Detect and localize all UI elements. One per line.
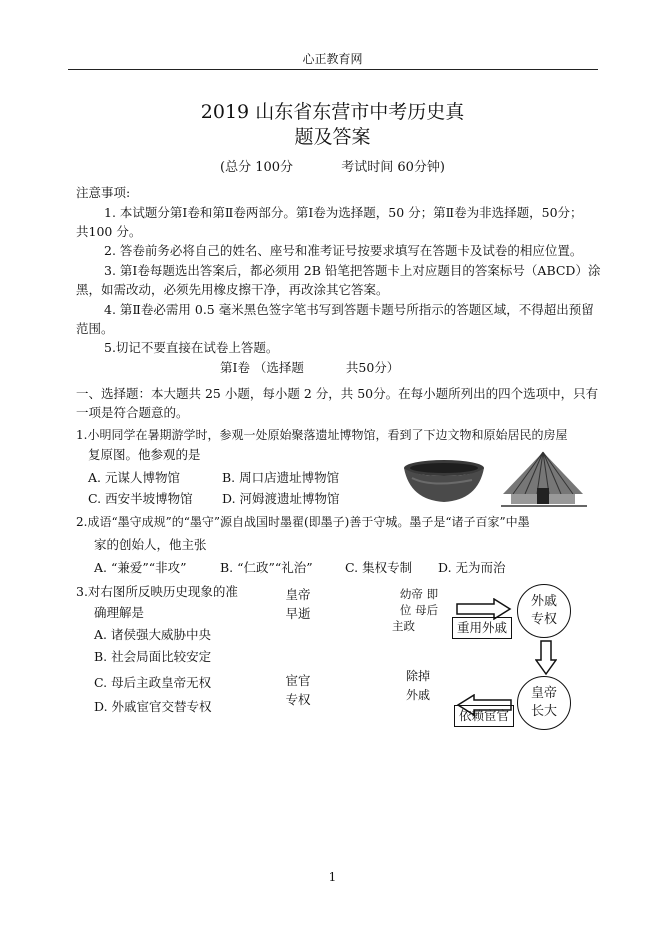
notice-item-5: 5.切记不要直接在试卷上答题。 — [104, 340, 279, 355]
exam-time: 考试时间 60分钟) — [341, 160, 445, 175]
diagram-eunuch-1: 宦官 — [285, 673, 311, 688]
thatched-hut-image — [497, 450, 589, 510]
diagram-relatives-power — [517, 584, 571, 638]
section-intro: 一、选择题：本大题共 25 小题，每小题 2 分，共 50分。在每小题所列出的四个选项中，只有 — [76, 386, 599, 401]
diagram-relatives-1: 外戚 — [530, 594, 557, 609]
header-site: 心正教育网 — [302, 52, 363, 66]
page-title — [0, 100, 665, 150]
q1-option-d[interactable]: D. 河姆渡遗址博物馆 — [222, 491, 340, 506]
q2-stem-cont: 家的创始人，他主张 — [94, 537, 207, 552]
q2-stem: 2.成语“墨守成规”的“墨守”源自战国时墨翟(即墨子)善于守城。墨子是“诸子百家”中墨 — [76, 515, 530, 529]
diagram-emperor-grow — [517, 676, 571, 730]
q2-option-d[interactable]: D. 无为而治 — [438, 560, 506, 575]
notice-item-3-cont: 黑，如需改动，必须先用橡皮擦干净，再改涂其它答案。 — [76, 282, 389, 297]
diagram-emperor-die-2: 早逝 — [285, 606, 311, 621]
diagram-remove-2: 外戚 — [405, 688, 430, 702]
q3-stem-cont: 确理解是 — [94, 605, 145, 620]
page-number: 1 — [328, 870, 337, 884]
header-divider — [68, 69, 598, 70]
notice-item-4: 4. 第Ⅱ卷必需用 0.5 毫米黑色签字笔书写到答题卡题号所指示的答题区域，不得超出预留 — [104, 302, 594, 317]
q1-stem-cont: 复原图。他参观的是 — [88, 447, 201, 462]
q3-stem: 3.对右图所反映历史现象的准 — [76, 584, 238, 599]
diagram-eunuch-2: 专权 — [285, 692, 311, 707]
part1-label — [220, 358, 399, 378]
pottery-bowl-image — [402, 458, 486, 506]
title-line-2: 题及答案 — [294, 126, 371, 148]
q1-stem: 1.小明同学在暑期游学时，参观一处原始聚落遗址博物馆，看到了下边文物和原始居民的房屋 — [76, 428, 568, 442]
q1-option-b[interactable]: B. 周口店遗址博物馆 — [222, 470, 340, 485]
total-score: (总分 100分 — [220, 160, 294, 175]
q3-option-d[interactable]: D. 外戚宦官交替专权 — [94, 699, 212, 714]
diagram-remove-1: 除掉 — [405, 669, 430, 683]
diagram-young-emperor — [392, 586, 446, 634]
diagram-rely-relatives: 重用外戚 — [452, 617, 512, 639]
diagram-young-2: 位 母后 — [399, 603, 439, 617]
notice-item-2: 2. 答卷前务必将自己的姓名、座号和准考证号按要求填写在答题卡及试卷的相应位置。 — [104, 243, 583, 258]
diagram-relatives-2: 专权 — [530, 612, 557, 627]
diagram-emperor-die-1: 皇帝 — [285, 587, 311, 602]
notice-item-1-cont: 共100 分。 — [76, 224, 142, 239]
down-arrow-icon — [535, 640, 557, 676]
q3-option-b[interactable]: B. 社会局面比较安定 — [94, 649, 212, 664]
title-line-1: 2019 山东省东营市中考历史真 — [200, 101, 465, 123]
notice-item-4-cont: 范围。 — [76, 321, 114, 336]
q2-option-b[interactable]: B. “仁政”“礼治” — [220, 560, 313, 575]
notice-heading: 注意事项: — [76, 185, 131, 200]
diagram-emperor-grow-1: 皇帝 — [530, 686, 557, 701]
exam-meta — [0, 156, 665, 175]
diagram-rely-eunuch: 依赖宦官 — [454, 705, 514, 727]
q3-option-c[interactable]: C. 母后主政皇帝无权 — [94, 675, 212, 690]
q2-option-c[interactable]: C. 集权专制 — [345, 560, 413, 575]
section-intro-cont: 一项是符合题意的。 — [76, 405, 189, 420]
part1-score: 共50分） — [345, 360, 400, 375]
diagram-emperor-grow-2: 长大 — [530, 704, 557, 719]
q1-option-c[interactable]: C. 西安半坡博物馆 — [88, 491, 193, 506]
diagram-young-3: 主政 — [392, 619, 415, 633]
diagram-remove-relatives — [402, 667, 434, 705]
notice-item-1: 1. 本试题分第Ⅰ卷和第Ⅱ卷两部分。第Ⅰ卷为选择题，50 分；第Ⅱ卷为非选择题，50分； — [104, 205, 583, 220]
notice-item-3: 3. 第Ⅰ卷每题选出答案后，都必须用 2B 铅笔把答题卡上对应题目的答案标号（ABCD）涂 — [104, 263, 601, 278]
q1-option-a[interactable]: A. 元谋人博物馆 — [88, 470, 180, 485]
part1-title: 第Ⅰ卷 （选择题 — [220, 360, 304, 375]
q2-option-a[interactable]: A. “兼爱”“非攻” — [94, 560, 187, 575]
diagram-young-1: 幼帝 即 — [399, 587, 439, 601]
q3-option-a[interactable]: A. 诸侯强大威胁中央 — [94, 627, 211, 642]
diagram-emperor-die — [283, 585, 313, 623]
diagram-eunuch-power — [283, 671, 313, 709]
